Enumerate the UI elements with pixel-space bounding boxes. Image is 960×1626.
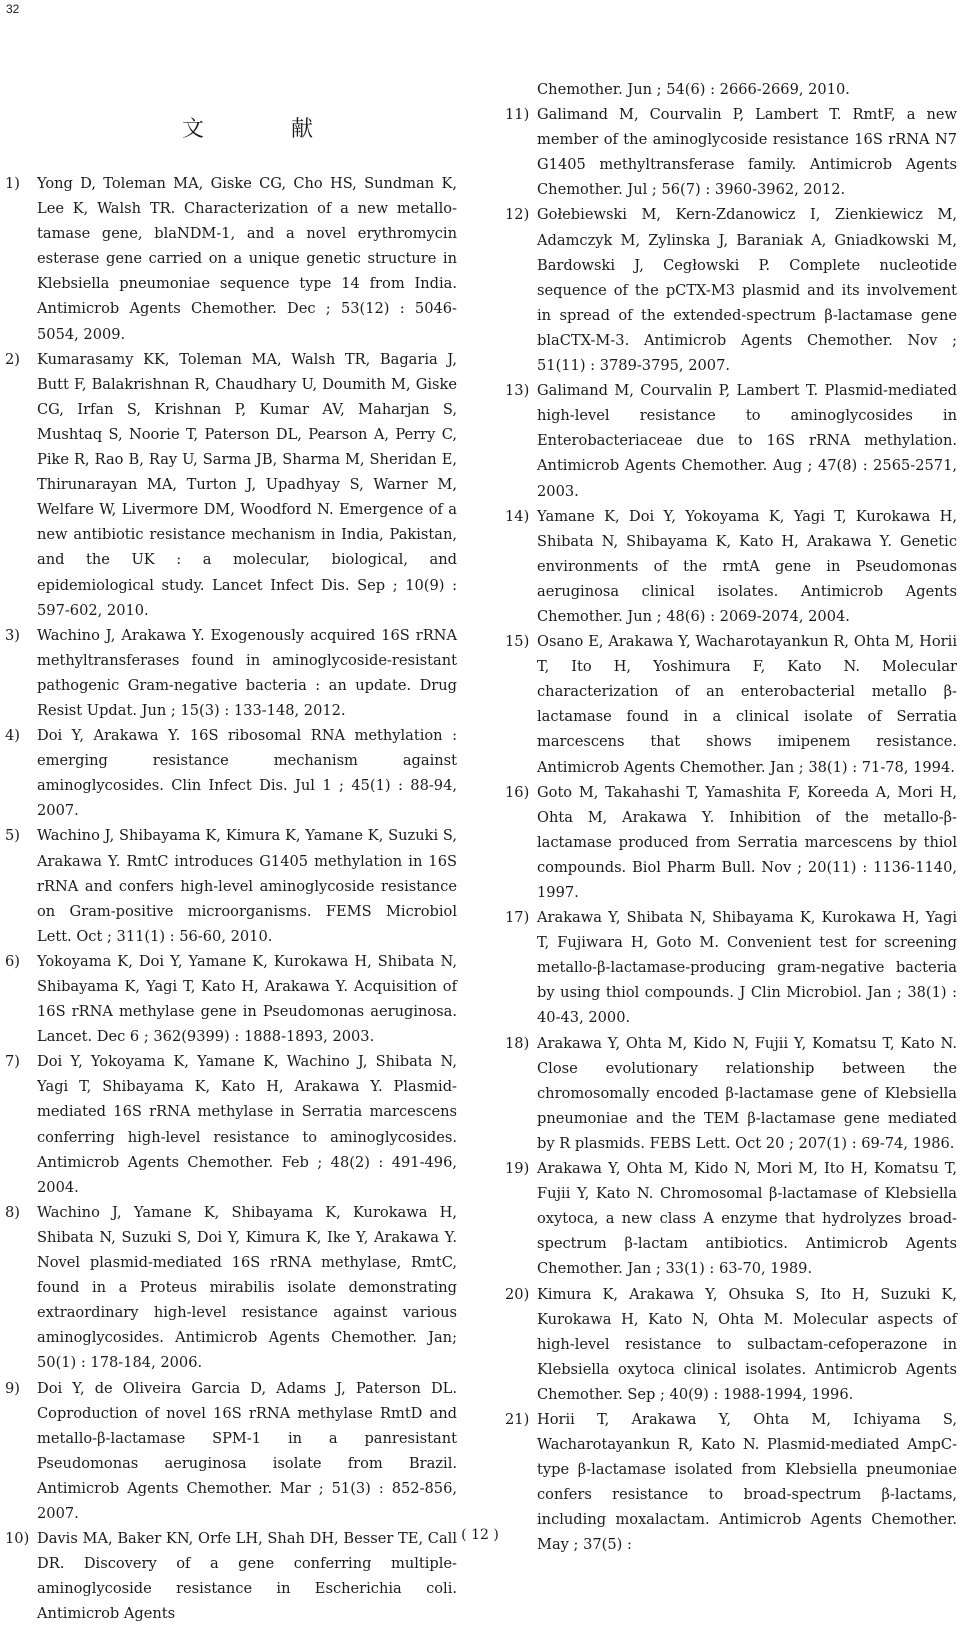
left-column bbox=[5, 171, 457, 1626]
reference-number: 20) bbox=[505, 1285, 530, 1303]
reference-item bbox=[5, 171, 457, 347]
reference-text: Arakawa Y, Shibata N, Shibayama K, Kurokawa H, Yagi T, Fujiwara H, Goto M. Convenient test for screening metallo-β-lactamase-producing gram-negative bacteria by using thiol compounds. J Clin Microbiol. Jan ; 38(1) : 40-43, 2000. bbox=[537, 909, 957, 1027]
reference-number: 14) bbox=[505, 507, 530, 525]
reference-item bbox=[505, 378, 957, 503]
reference-text: Wachino J, Arakawa Y. Exogenously acquired 16S rRNA methyltransferases found in aminoglycoside-resistant pathogenic Gram-negative bacteria : an update. Drug Resist Updat. Jun ; 15(3) : 133-148, 2012. bbox=[37, 626, 457, 719]
reference-text: Kimura K, Arakawa Y, Ohsuka S, Ito H, Suzuki K, Kurokawa H, Kato N, Ohta M. Molecular aspects of high-level resistance to sulbactam-cefoperazone in Klebsiella oxytoca clinical isolates. Antimicrob Agents Chemother. Sep ; 40(9) : 1988-1994, 1996. bbox=[537, 1285, 957, 1403]
reference-text: Arakawa Y, Ohta M, Kido N, Mori M, Ito H, Komatsu T, Fujii Y, Kato N. Chromosomal β-lactamase of Klebsiella oxytoca, a new class A enzyme that hydrolyzes broad-spectrum β-lactam antibiotics. Antimicrob Agents Chemother. Jan ; 33(1) : 63-70, 1989. bbox=[537, 1160, 957, 1278]
reference-number: 21) bbox=[505, 1410, 530, 1428]
page-number: 32 bbox=[6, 2, 20, 16]
reference-text: Arakawa Y, Ohta M, Kido N, Fujii Y, Komatsu T, Kato N. Close evolutionary relationship between the chromosomally encoded β-lactamase gene of Klebsiella pneumoniae and the TEM β-lactamase gene mediated by R plasmids. FEBS Lett. Oct 20 ; 207(1) : 69-74, 1986. bbox=[537, 1034, 957, 1152]
reference-number: 6) bbox=[5, 952, 20, 970]
reference-continuation bbox=[505, 77, 957, 102]
reference-item bbox=[505, 1031, 957, 1156]
reference-text: Wachino J, Yamane K, Shibayama K, Kurokawa H, Shibata N, Suzuki S, Doi Y, Kimura K, Ike Y, Arakawa Y. Novel plasmid-mediated 16S rRNA methylase, RmtC, found in a Proteus mirabilis isolate demonstrating extraordinary high-level resistance against various aminoglycosides. Antimicrob Agents Chemother. Jan; 50(1) : 178-184, 2006. bbox=[37, 1203, 457, 1372]
reference-item bbox=[5, 723, 457, 823]
reference-item bbox=[5, 1376, 457, 1527]
right-column bbox=[505, 77, 957, 1558]
reference-text: Osano E, Arakawa Y, Wacharotayankun R, Ohta M, Horii T, Ito H, Yoshimura F, Kato N. Molecular characterization of an enterobacterial metallo β-lactamase found in a clinical isolate of Serratia marcescens that shows imipenem resistance. Antimicrob Agents Chemother. Jan ; 38(1) : 71-78, 1994. bbox=[537, 633, 957, 776]
reference-text: Galimand M, Courvalin P, Lambert T. Plasmid-mediated high-level resistance to aminoglycosides in Enterobacteriaceae due to 16S rRNA methylation. Antimicrob Agents Chemother. Aug ; 47(8) : 2565-2571, 2003. bbox=[537, 382, 957, 500]
reference-item bbox=[505, 202, 957, 378]
reference-text: Doi Y, Yokoyama K, Yamane K, Wachino J, Shibata N, Yagi T, Shibayama K, Kato H, Arakawa Y. Plasmid-mediated 16S rRNA methylase in Serratia marcescens conferring high-level resistance to aminoglycosides. Antimicrob Agents Chemother. Feb ; 48(2) : 491-496, 2004. bbox=[37, 1053, 457, 1196]
reference-text: Kumarasamy KK, Toleman MA, Walsh TR, Bagaria J, Butt F, Balakrishnan R, Chaudhary U, Doumith M, Giske CG, Irfan S, Krishnan P, Kumar AV, Maharjan S, Mushtaq S, Noorie T, Paterson DL, Pearson A, Perry C, Pike R, Rao B, Ray U, Sarma JB, Sharma M, Sheridan E, Thirunarayan MA, Turton J, Upadhyay S, Warner M, Welfare W, Livermore DM, Woodford N. Emergence of a new antibiotic resistance mechanism in India, Pakistan, and the UK : a molecular, biological, and epidemiological study. Lancet Infect Dis. Sep ; 10(9) : 597-602, 2010. bbox=[37, 350, 457, 619]
reference-number: 15) bbox=[505, 633, 530, 651]
reference-number: 2) bbox=[5, 350, 20, 368]
reference-number: 5) bbox=[5, 827, 20, 845]
reference-text: Yong D, Toleman MA, Giske CG, Cho HS, Sundman K, Lee K, Walsh TR. Characterization of a new metallo-tamase gene, blaNDM-1, and a novel erythromycin esterase gene carried on a unique genetic structure in Klebsiella pneumoniae sequence type 14 from India. Antimicrob Agents Chemother. Dec ; 53(12) : 5046-5054, 2009. bbox=[37, 175, 457, 343]
reference-text: Gołebiewski M, Kern-Zdanowicz I, Zienkiewicz M, Adamczyk M, Zylinska J, Baraniak A, Gniadkowski M, Bardowski J, Cegłowski P. Complete nucleotide sequence of the pCTX-M3 plasmid and its involvement in spread of the extended-spectrum β-lactamase gene blaCTX-M-3. Antimicrob Agents Chemother. Nov ; 51(11) : 3789-3795, 2007. bbox=[537, 206, 957, 375]
reference-item bbox=[505, 504, 957, 629]
reference-item bbox=[505, 102, 957, 202]
reference-item bbox=[505, 629, 957, 780]
reference-number: 8) bbox=[5, 1203, 20, 1221]
reference-item bbox=[505, 905, 957, 1030]
reference-text: Yamane K, Doi Y, Yokoyama K, Yagi T, Kurokawa H, Shibata N, Shibayama K, Kato H, Arakawa Y. Genetic environments of the rmtA gene in Pseudomonas aeruginosa clinical isolates. Antimicrob Agents Chemother. Jun ; 48(6) : 2069-2074, 2004. bbox=[537, 507, 957, 625]
reference-item bbox=[5, 823, 457, 948]
reference-item bbox=[505, 1282, 957, 1407]
reference-number: 3) bbox=[5, 626, 20, 644]
reference-number: 17) bbox=[505, 909, 530, 927]
page-footer: ( 12 ) bbox=[461, 1527, 499, 1543]
reference-item bbox=[5, 1049, 457, 1200]
reference-text: Galimand M, Courvalin P, Lambert T. RmtF, a new member of the aminoglycoside resistance 16S rRNA N7 G1405 methyltransferase family. Antimicrob Agents Chemother. Jul ; 56(7) : 3960-3962, 2012. bbox=[537, 106, 957, 199]
reference-number: 7) bbox=[5, 1053, 20, 1071]
reference-text: Davis MA, Baker KN, Orfe LH, Shah DH, Besser TE, Call DR. Discovery of a gene conferring multiple-aminoglycoside resistance in Escherichia coli. Antimicrob Agents bbox=[37, 1530, 457, 1623]
reference-text: Doi Y, Arakawa Y. 16S ribosomal RNA methylation : emerging resistance mechanism against aminoglycosides. Clin Infect Dis. Jul 1 ; 45(1) : 88-94, 2007. bbox=[37, 727, 457, 820]
reference-item bbox=[505, 1156, 957, 1281]
reference-number: 11) bbox=[505, 106, 530, 124]
reference-number: 9) bbox=[5, 1379, 20, 1397]
reference-number: 19) bbox=[505, 1160, 530, 1178]
reference-item bbox=[5, 1200, 457, 1376]
reference-number: 13) bbox=[505, 382, 530, 400]
reference-item bbox=[5, 347, 457, 623]
reference-text: Chemother. Jun ; 54(6) : 2666-2669, 2010. bbox=[537, 81, 850, 98]
reference-number: 1) bbox=[5, 175, 20, 192]
reference-number: 4) bbox=[5, 727, 20, 745]
reference-text: Goto M, Takahashi T, Yamashita F, Koreeda A, Mori H, Ohta M, Arakawa Y. Inhibition of the metallo-β-lactamase produced from Serratia marcescens by thiol compounds. Biol Pharm Bull. Nov ; 20(11) : 1136-1140, 1997. bbox=[537, 783, 957, 901]
reference-text: Wachino J, Shibayama K, Kimura K, Yamane K, Suzuki S, Arakawa Y. RmtC introduces G1405 methylation in 16S rRNA and confers high-level aminoglycoside resistance on Gram-positive microorganisms. FEMS Microbiol Lett. Oct ; 311(1) : 56-60, 2010. bbox=[37, 827, 457, 945]
reference-text: Horii T, Arakawa Y, Ohta M, Ichiyama S, Wacharotayankun R, Kato N. Plasmid-mediated AmpC-type β-lactamase isolated from Klebsiella pneumoniae confers resistance to broad-spectrum β-lactams, including moxalactam. Antimicrob Agents Chemother. May ; 37(5) : bbox=[537, 1410, 957, 1554]
reference-item bbox=[5, 623, 457, 723]
reference-text: Yokoyama K, Doi Y, Yamane K, Kurokawa H, Shibata N, Shibayama K, Yagi T, Kato H, Arakawa Y. Acquisition of 16S rRNA methylase gene in Pseudomonas aeruginosa. Lancet. Dec 6 ; 362(9399) : 1888-1893, 2003. bbox=[37, 952, 457, 1046]
reference-item bbox=[505, 780, 957, 905]
reference-number: 10) bbox=[5, 1530, 30, 1548]
reference-number: 18) bbox=[505, 1034, 530, 1052]
reference-number: 16) bbox=[505, 783, 530, 801]
reference-number: 12) bbox=[505, 206, 530, 224]
references-heading: 文 献 bbox=[182, 117, 353, 142]
reference-text: Doi Y, de Oliveira Garcia D, Adams J, Paterson DL. Coproduction of novel 16S rRNA methylase RmtD and metallo-β-lactamase SPM-1 in a panresistant Pseudomonas aeruginosa isolate from Brazil. Antimicrob Agents Chemother. Mar ; 51(3) : 852-856, 2007. bbox=[37, 1379, 457, 1522]
reference-item bbox=[5, 949, 457, 1049]
